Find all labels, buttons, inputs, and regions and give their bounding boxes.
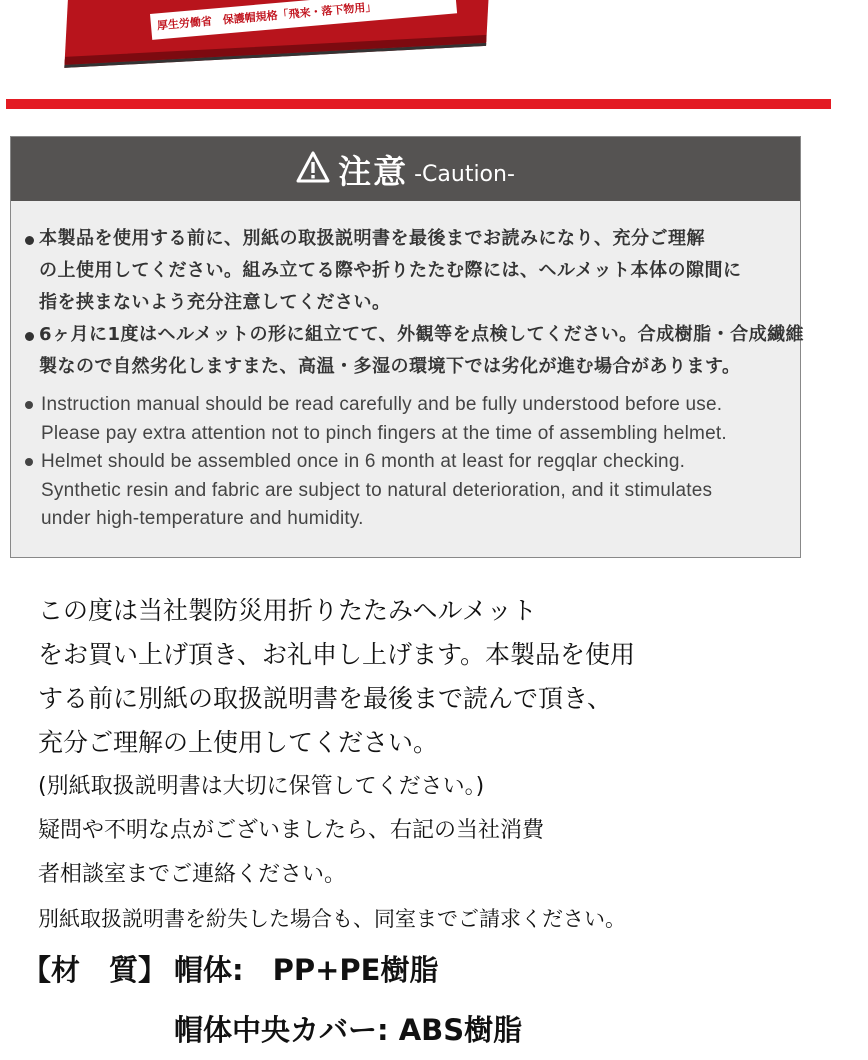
caution-jp-line: の上使用してください。組み立てる際や折りたたむ際には、ヘルメット本体の隙間に	[39, 260, 742, 281]
caution-jp-item	[25, 223, 800, 319]
intro-line: 疑問や不明な点がございましたら、右記の当社消費	[38, 818, 545, 843]
material-label: 【材 質】	[22, 953, 168, 987]
bullet-icon	[25, 458, 33, 466]
intro-line: この度は当社製防災用折りたたみヘルメット	[38, 596, 537, 625]
caution-header	[11, 137, 800, 201]
caution-box	[10, 136, 805, 558]
intro-text	[38, 589, 828, 941]
caution-en-item	[25, 448, 800, 534]
material-spec	[22, 940, 842, 1060]
intro-line: する前に別紙の取扱説明書を最後まで読んで頂き、	[38, 684, 613, 713]
caution-subtitle: -Caution-	[414, 161, 515, 187]
bullet-icon	[25, 401, 33, 409]
caution-en-item	[25, 391, 800, 448]
caution-jp-list	[25, 223, 805, 383]
product-box-band: 厚生労働省 保護帽規格「飛来・落下物用」	[150, 0, 457, 40]
caution-jp-line: 製なので自然劣化しますまた、高温・多湿の環境下では劣化が進む場合があります。	[39, 356, 741, 377]
material-row	[22, 1000, 842, 1060]
material-body: 帽体: PP+PE樹脂	[174, 953, 439, 987]
caution-jp-line: 6ヶ月に1度はヘルメットの形に組立てて、外観等を点検してください。合成樹脂・合成繊維	[39, 324, 805, 345]
caution-en-line: Instruction manual should be read carefully and be fully understood before use.	[41, 394, 723, 415]
bullet-icon	[25, 332, 34, 341]
intro-line: 者相談室までご連絡ください。	[38, 862, 347, 887]
caution-title: 注意	[338, 151, 409, 191]
intro-line: (別紙取扱説明書は大切に保管してください。)	[38, 774, 485, 799]
caution-en-line: Synthetic resin and fabric are subject to natural deterioration, and it stimulates	[41, 479, 713, 501]
caution-en-line: under high-temperature and humidity.	[41, 508, 364, 529]
caution-jp-line: 本製品を使用する前に、別紙の取扱説明書を最後までお読みになり、充分ご理解	[39, 228, 705, 249]
material-cover: 帽体中央カバー: ABS樹脂	[174, 1013, 523, 1047]
warning-icon	[296, 151, 330, 183]
caution-jp-item	[25, 319, 805, 383]
caution-en-line: Please pay extra attention not to pinch fingers at the time of assembling helmet.	[41, 422, 727, 444]
caution-en-list	[25, 391, 800, 534]
red-divider	[6, 99, 831, 109]
intro-line: をお買い上げ頂き、お礼申し上げます。本製品を使用	[38, 640, 636, 669]
intro-line: 充分ご理解の上使用してください。	[38, 728, 439, 757]
caution-jp-line: 指を挟まないよう充分注意してください。	[39, 292, 391, 313]
intro-line: 別紙取扱説明書を紛失した場合も、同室までご請求ください。	[38, 907, 626, 931]
bullet-icon	[25, 236, 34, 245]
caution-en-line: Helmet should be assembled once in 6 month at least for regqlar checking.	[41, 451, 686, 472]
material-row	[22, 940, 842, 1000]
